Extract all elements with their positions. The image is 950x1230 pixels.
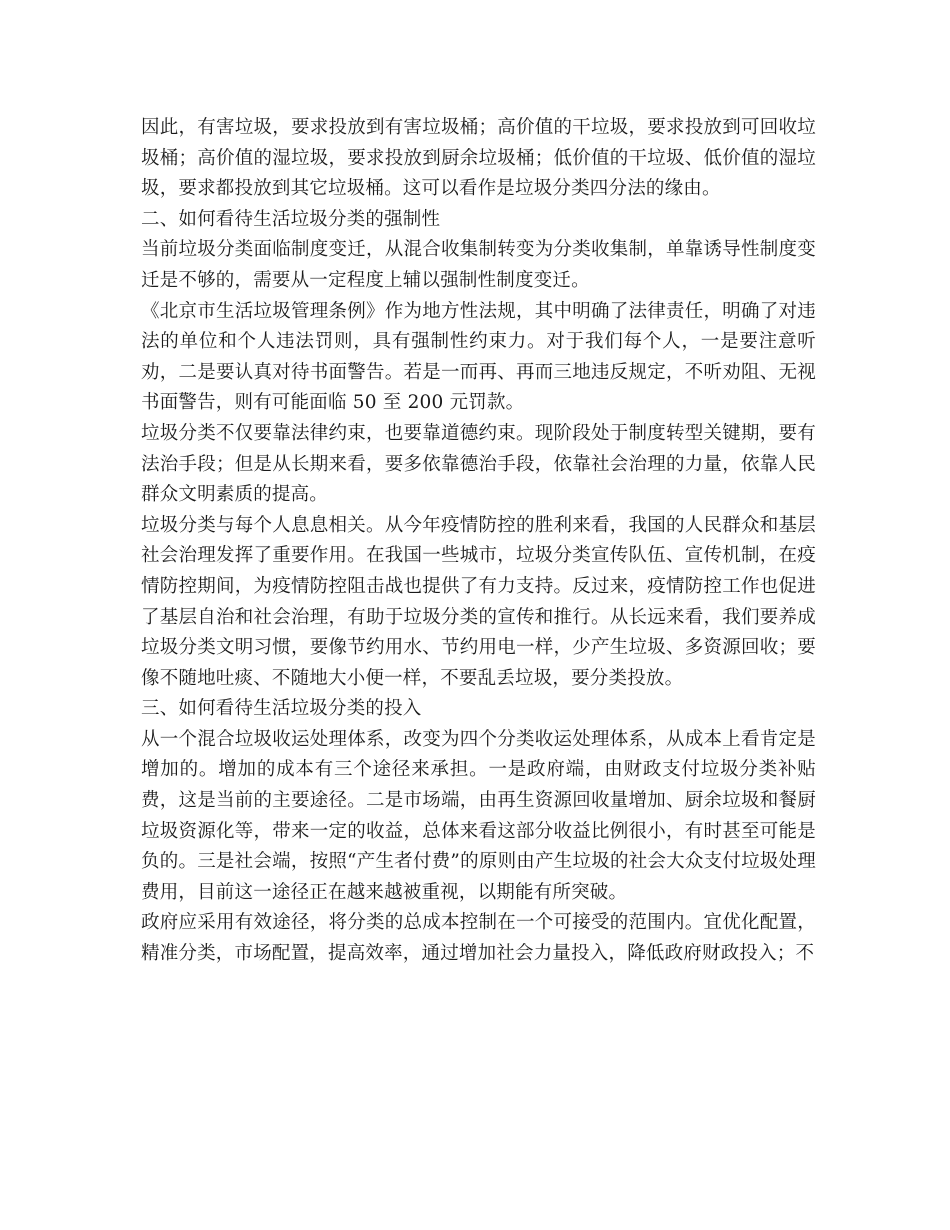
paragraph-government-measures: 政府应采用有效途径，将分类的总成本控制在一个可接受的范围内。宜优化配置，精准分类，市场配置，提高效率，通过增加社会力量投入，降低政府财政投入；不 <box>141 912 816 965</box>
section-heading-mandatory: 二、如何看待生活垃圾分类的强制性 <box>141 208 441 230</box>
paragraph-cost-sharing: 从一个混合垃圾收运处理体系，改变为四个分类收运处理体系，从成本上看肯定是增加的。增加的成本有三个途径来承担。一是政府端，由财政支付垃圾分类补贴费，这是当前的主要途径。二是市场端，由再生资源回收量增加、厨余垃圾和餐厨垃圾资源化等，带来一定的收益，总体来看这部分收益比例很小，有时甚至可能是负的。三是社会端，按照“产生者付费”的原则由产生垃圾的社会大众支付垃圾处理费用，目前这一途径正在越来越被重视，以期能有所突破。 <box>141 728 816 903</box>
paragraph-law-and-morality: 垃圾分类不仅要靠法律约束，也要靠道德约束。现阶段处于制度转型关键期，要有法治手段；但是从长期来看，要多依靠德治手段，依靠社会治理的力量，依靠人民群众文明素质的提高。 <box>141 422 816 506</box>
paragraph-institutional-change: 当前垃圾分类面临制度变迁，从混合收集制转变为分类收集制，单靠诱导性制度变迁是不够的，需要从一定程度上辅以强制性制度变迁。 <box>141 239 816 291</box>
section-heading-investment: 三、如何看待生活垃圾分类的投入 <box>141 698 422 720</box>
paragraph-everyone-related: 垃圾分类与每个人息息相关。从今年疫情防控的胜利来看，我国的人民群众和基层社会治理发挥了重要作用。在我国一些城市，垃圾分类宣传队伍、宣传机制，在疫情防控期间，为疫情防控阻击战也提供了有力支持。反过来，疫情防控工作也促进了基层自治和社会治理，有助于垃圾分类的宣传和推行。从长远来看，我们要养成垃圾分类文明习惯，要像节约用水、节约用电一样，少产生垃圾、多资源回收；要像不随地吐痰、不随地大小便一样，不要乱丢垃圾，要分类投放。 <box>141 514 816 689</box>
paragraph-beijing-regulation: 《北京市生活垃圾管理条例》作为地方性法规，其中明确了法律责任，明确了对违法的单位和个人违法罚则，具有强制性约束力。对于我们每个人，一是要注意听劝，二是要认真对待书面警告。若是一而再、再而三地违反规定，不听劝阻、无视书面警告，则有可能面临 50 至 200 元罚款。 <box>141 300 816 414</box>
paragraph-classification-rules: 因此，有害垃圾，要求投放到有害垃圾桶；高价值的干垃圾，要求投放到可回收垃圾桶；高价值的湿垃圾，要求投放到厨余垃圾桶；低价值的干垃圾、低价值的湿垃圾，要求都投放到其它垃圾桶。这可以看作是垃圾分类四分法的缘由。 <box>141 117 816 200</box>
document-body <box>141 113 816 970</box>
